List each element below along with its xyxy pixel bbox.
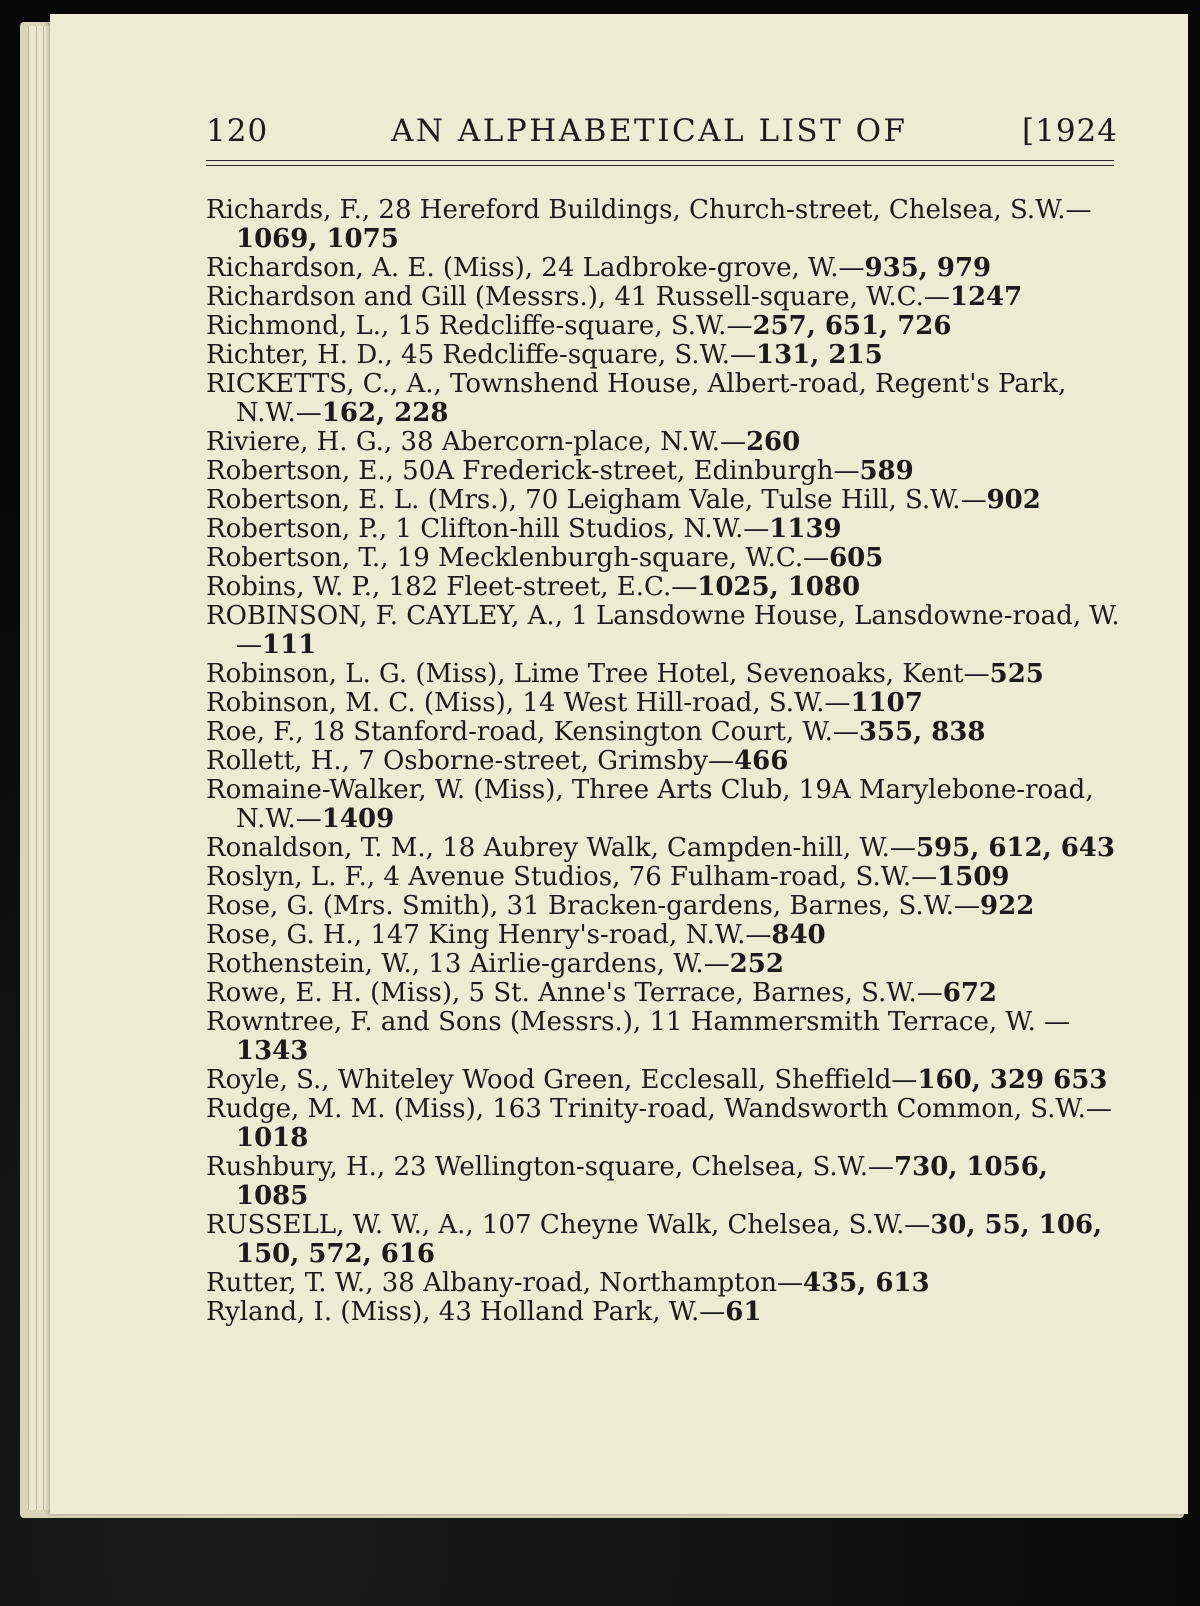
entry-exhibit-numbers: 935, 979 [864,253,992,283]
directory-entry [206,718,1126,747]
entry-name-address: Robertson, T., 19 Mecklenburgh-square, W.C.— [206,543,830,573]
directory-entry [206,1269,1126,1298]
entry-name-address: Rollett, H., 7 Osborne-street, Grimsby— [206,746,735,776]
directory-entry [206,254,1126,283]
entry-name-address: Richardson and Gill (Messrs.), 41 Russell-square, W.C.— [206,282,950,312]
entry-exhibit-numbers: 595, 612, 643 [915,833,1115,863]
entry-name-address: Richardson, A. E. (Miss), 24 Ladbroke-grove, W.— [206,253,865,283]
directory-entry [206,1298,1126,1327]
entry-exhibit-numbers: 922 [980,891,1035,921]
entry-name-address: Robertson, E., 50A Frederick-street, Edinburgh— [206,456,860,486]
entry-name-address: Rowe, E. H. (Miss), 5 St. Anne's Terrace, Barnes, S.W.— [206,978,943,1008]
entry-exhibit-numbers: 1107 [850,688,923,718]
directory-entry [206,196,1126,254]
entry-exhibit-numbers: 525 [989,659,1044,689]
directory-entry [206,486,1126,515]
entry-name-address: Rose, G. H., 147 King Henry's-road, N.W.— [206,920,772,950]
directory-entry [206,573,1126,602]
directory-entry [206,312,1126,341]
directory-entry [206,747,1126,776]
directory-entry [206,863,1126,892]
entry-name-address: Richter, H. D., 45 Redcliffe-square, S.W.— [206,340,757,370]
entry-exhibit-numbers: 902 [986,485,1041,515]
directory-entry [206,689,1126,718]
directory-entry [206,892,1126,921]
directory-entry [206,1153,1126,1211]
entry-exhibit-numbers: 1343 [236,1036,309,1066]
entry-name-address: Rowntree, F. and Sons (Messrs.), 11 Hammersmith Terrace, W. — [206,1007,1071,1037]
directory-entry [206,370,1126,428]
entry-name-address: Richards, F., 28 Hereford Buildings, Church-street, Chelsea, S.W.— [206,195,1092,225]
entry-exhibit-numbers: 672 [942,978,998,1008]
directory-entry [206,979,1126,1008]
directory-entry [206,428,1126,457]
entry-exhibit-numbers: 131, 215 [756,340,883,370]
entry-name-address: Roe, F., 18 Stanford-road, Kensington Court, W.— [206,717,859,747]
entry-name-address: RICKETTS, C., A., Townshend House, Albert-road, Regent's Park, N.W.— [206,369,1067,428]
page-number: 120 [206,113,269,149]
entry-name-address: Rutter, T. W., 38 Albany-road, Northampton— [206,1268,803,1298]
entry-exhibit-numbers: 435, 613 [802,1268,930,1298]
entry-name-address: ROBINSON, F. CAYLEY, A., 1 Lansdowne House, Lansdowne-road, W.— [206,601,1120,660]
entry-exhibit-numbers: 160, 329 653 [917,1065,1108,1095]
running-title: AN ALPHABETICAL LIST OF [391,113,908,149]
year-marker: [1924 [1022,113,1118,149]
entry-exhibit-numbers: 1247 [949,282,1023,312]
entry-name-address: Rudge, M. M. (Miss), 163 Trinity-road, Wandsworth Common, S.W.— [206,1094,1112,1124]
entry-name-address: Robertson, P., 1 Clifton-hill Studios, N.W.— [206,514,770,544]
directory-entry [206,921,1126,950]
directory-entry [206,341,1126,370]
directory-entry [206,1008,1126,1066]
entry-exhibit-numbers: 355, 838 [858,717,986,747]
entry-exhibit-numbers: 840 [771,920,826,950]
directory-entry [206,660,1126,689]
entry-exhibit-numbers: 252 [729,949,784,979]
entry-name-address: Robertson, E. L. (Mrs.), 70 Leigham Vale, Tulse Hill, S.W.— [206,485,987,515]
entry-name-address: Riviere, H. G., 38 Abercorn-place, N.W.— [206,427,746,457]
directory-entry [206,544,1126,573]
entry-exhibit-numbers: 30, 55, 106, 150, 572, 616 [236,1210,1103,1269]
entry-exhibit-numbers: 730, 1056, 1085 [236,1152,1048,1211]
entry-exhibit-numbers: 162, 228 [321,398,449,428]
entry-name-address: Romaine-Walker, W. (Miss), Three Arts Club, 19A Marylebone-road, N.W.— [206,775,1094,834]
directory-entry [206,457,1126,486]
entry-name-address: Robinson, L. G. (Miss), Lime Tree Hotel, Sevenoaks, Kent— [206,659,990,689]
entry-name-address: Roslyn, L. F., 4 Avenue Studios, 76 Fulham-road, S.W.— [206,862,938,892]
entry-name-address: Richmond, L., 15 Redcliffe-square, S.W.— [206,311,753,341]
entry-exhibit-numbers: 111 [262,630,317,660]
entry-exhibit-numbers: 605 [829,543,884,573]
entry-exhibit-numbers: 466 [734,746,789,776]
entry-exhibit-numbers: 1139 [769,514,842,544]
entry-name-address: Ronaldson, T. M., 18 Aubrey Walk, Campden-hill, W.— [206,833,916,863]
entry-exhibit-numbers: 260 [745,427,801,457]
entry-exhibit-numbers: 257, 651, 726 [752,311,952,341]
directory-entry [206,1066,1126,1095]
directory-entry [206,834,1126,863]
entry-name-address: RUSSELL, W. W., A., 107 Cheyne Walk, Chelsea, S.W.— [206,1210,931,1240]
directory-entry [206,602,1126,660]
entry-exhibit-numbers: 1409 [321,804,395,834]
entry-name-address: Rose, G. (Mrs. Smith), 31 Bracken-gardens, Barnes, S.W.— [206,891,981,921]
entry-name-address: Royle, S., Whiteley Wood Green, Ecclesall, Sheffield— [206,1065,918,1095]
entry-exhibit-numbers: 589 [859,456,914,486]
entry-name-address: Rothenstein, W., 13 Airlie-gardens, W.— [206,949,730,979]
directory-entry [206,1211,1126,1269]
entry-exhibit-numbers: 1069, 1075 [236,224,399,254]
directory-entry [206,283,1126,312]
entry-exhibit-numbers: 61 [725,1297,762,1327]
header-rule-bottom [206,165,1114,166]
entry-name-address: Rushbury, H., 23 Wellington-square, Chelsea, S.W.— [206,1152,895,1182]
running-header [206,113,1118,157]
directory-entry [206,776,1126,834]
directory-entry [206,950,1126,979]
entry-name-address: Robinson, M. C. (Miss), 14 West Hill-road, S.W.— [206,688,851,718]
directory-entry [206,1095,1126,1153]
entry-name-address: Ryland, I. (Miss), 43 Holland Park, W.— [206,1297,726,1327]
header-rule-top [206,160,1114,161]
directory-entry-list [206,196,1126,1327]
entry-exhibit-numbers: 1509 [937,862,1010,892]
entry-name-address: Robins, W. P., 182 Fleet-street, E.C.— [206,572,698,602]
directory-entry [206,515,1126,544]
entry-exhibit-numbers: 1025, 1080 [697,572,861,602]
entry-exhibit-numbers: 1018 [236,1123,309,1153]
